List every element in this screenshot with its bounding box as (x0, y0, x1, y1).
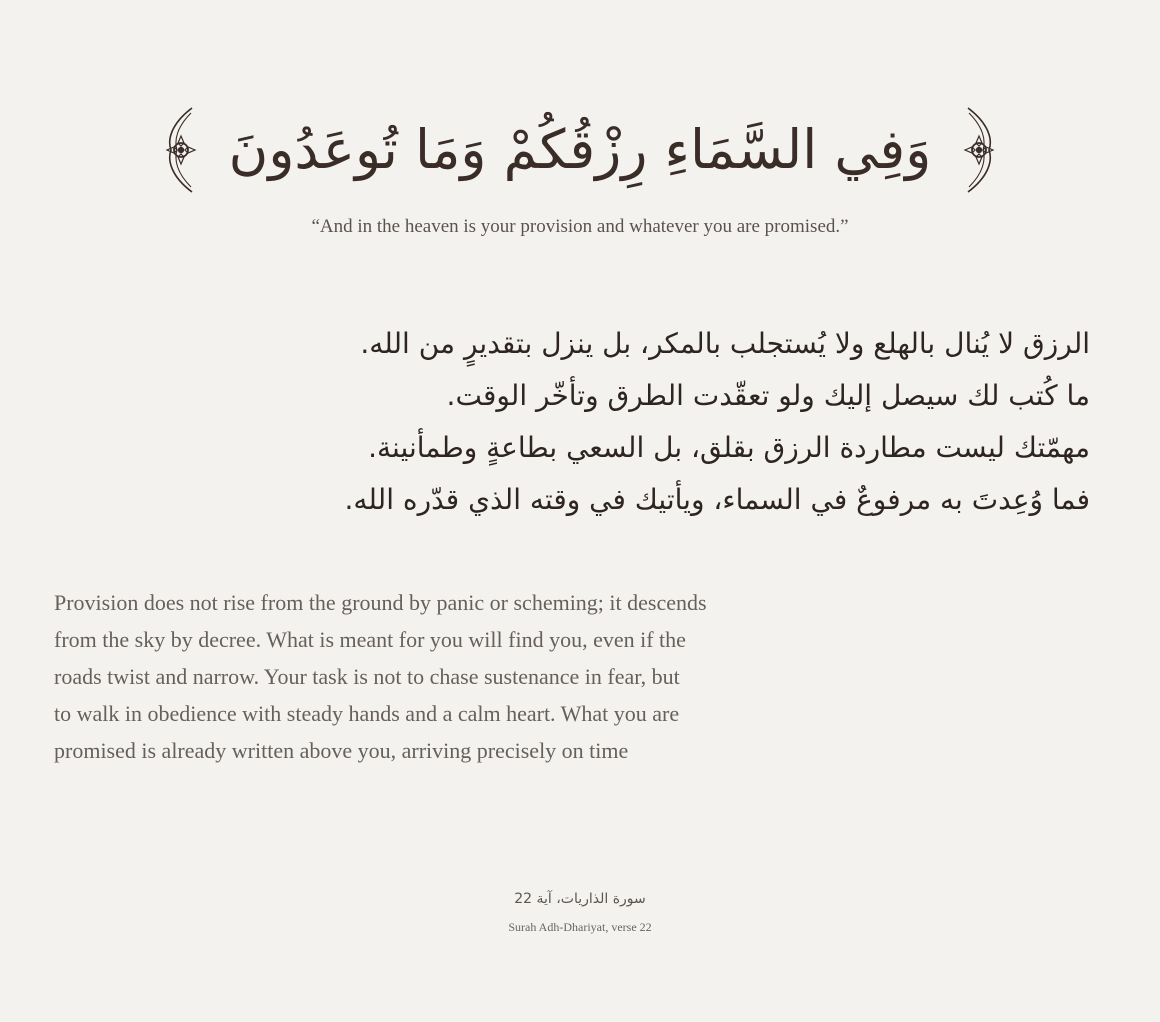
verse-translation: “And in the heaven is your provision and whatever you are promised.” (311, 216, 849, 237)
english-line: roads twist and narrow. Your task is not to chase sustenance in fear, but (54, 664, 680, 689)
right-ornament-icon (957, 105, 1003, 195)
left-ornament-icon (157, 105, 203, 195)
english-reflection (54, 584, 894, 769)
arabic-line: مهمّتك ليست مطاردة الرزق بقلق، بل السعي بطاعةٍ وطمأنينة. (368, 431, 1090, 464)
citation-footer (0, 888, 1160, 936)
verse-arabic: وَفِي السَّمَاءِ رِزْقُكُمْ وَمَا تُوعَدُونَ (228, 118, 932, 181)
arabic-line: فما وُعِدتَ به مرفوعٌ في السماء، ويأتيك في وقته الذي قدّره الله. (344, 483, 1090, 516)
english-line: promised is already written above you, arriving precisely on time (54, 738, 629, 763)
arabic-reflection (300, 318, 1090, 526)
verse-header (0, 90, 1160, 210)
arabic-line: الرزق لا يُنال بالهلع ولا يُستجلب بالمكر، بل ينزل بتقديرٍ من الله. (360, 327, 1090, 360)
citation-english: Surah Adh-Dhariyat, verse 22 (508, 920, 652, 934)
english-line: to walk in obedience with steady hands and a calm heart. What you are (54, 701, 680, 726)
english-line: from the sky by decree. What is meant for you will find you, even if the (54, 627, 686, 652)
citation-arabic: سورة الذاريات، آية 22 (514, 891, 646, 907)
arabic-line: ما كُتب لك سيصل إليك ولو تعقّدت الطرق وتأخّر الوقت. (446, 379, 1090, 412)
english-line: Provision does not rise from the ground by panic or scheming; it descends (54, 590, 707, 615)
